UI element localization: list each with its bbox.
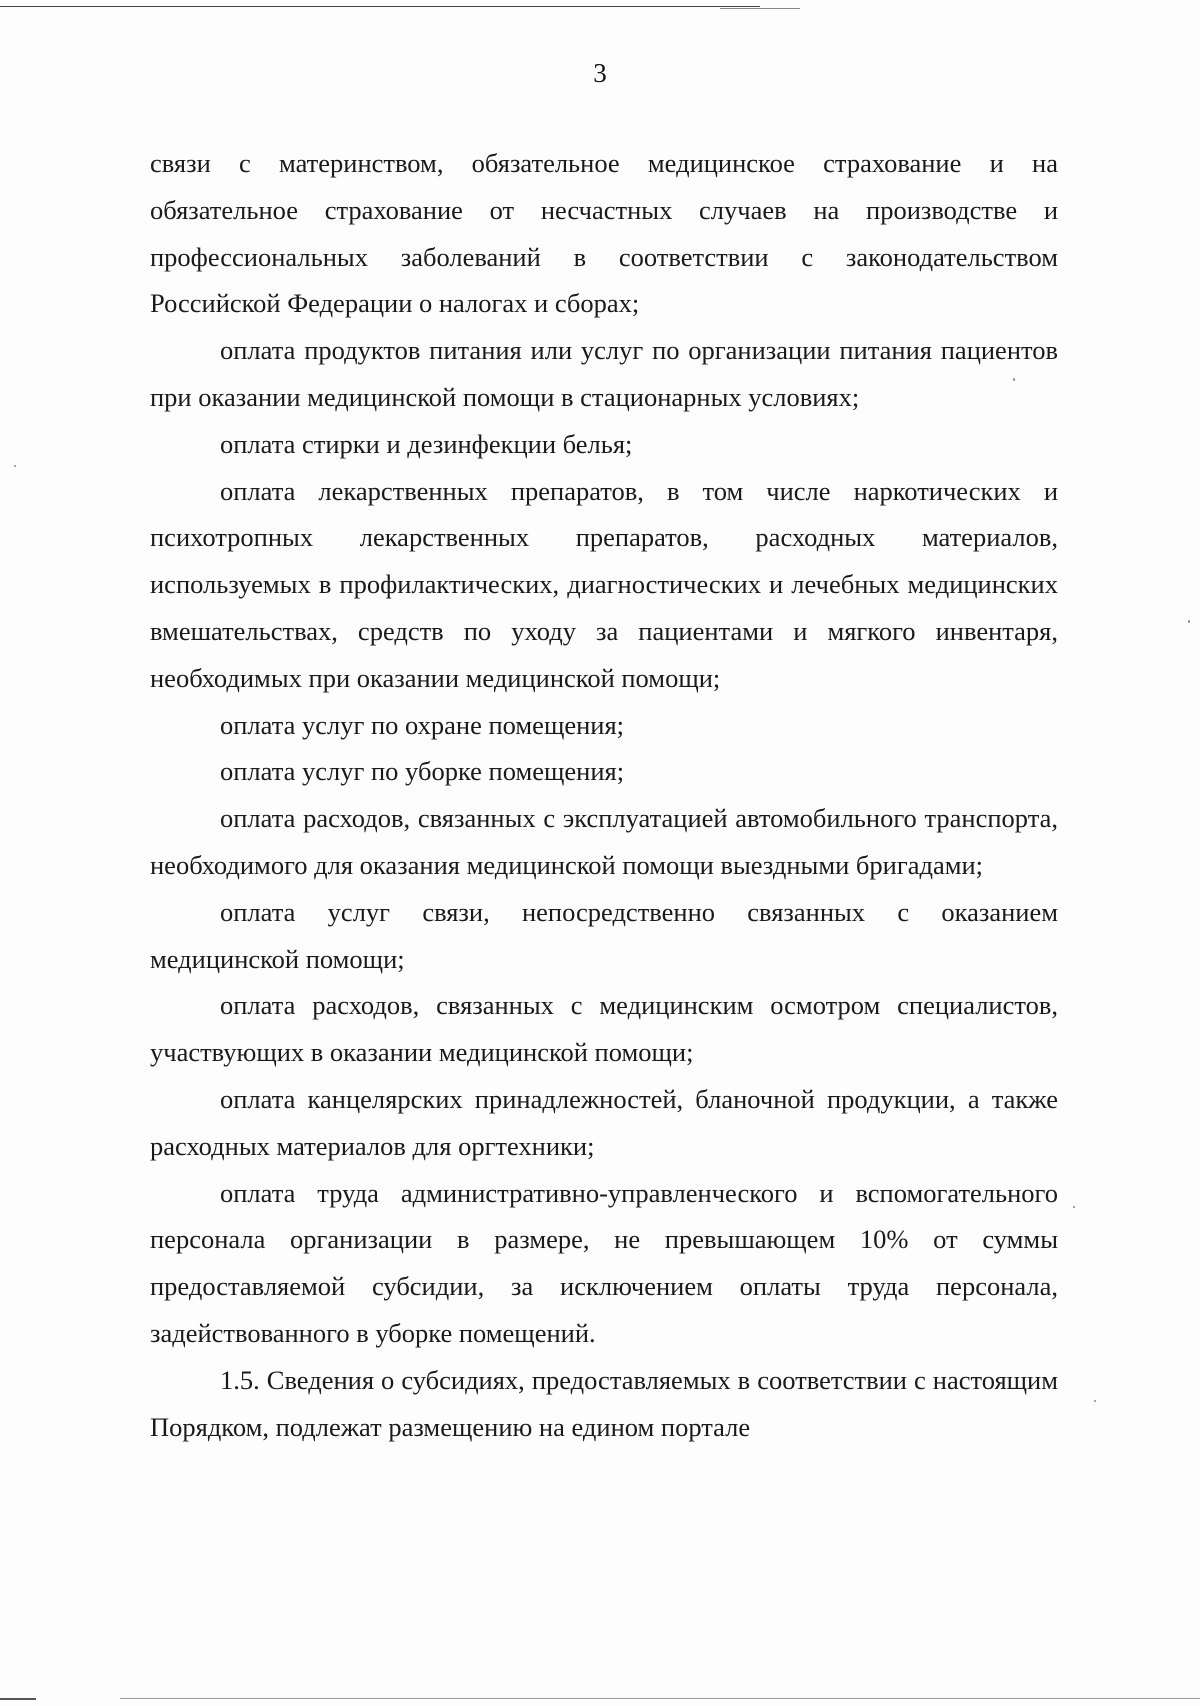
paragraph-medical-exam: оплата расходов, связанных с медицинским осмотром специалистов, участвующих в оказании медицинской помощи;	[150, 990, 1058, 1068]
scan-edge-line	[0, 6, 760, 7]
scan-edge-line	[720, 8, 800, 9]
paragraph-security: оплата услуг по охране помещения;	[220, 709, 625, 740]
scan-speck	[14, 465, 16, 467]
paragraph-transport: оплата расходов, связанных с эксплуатацией автомобильного транспорта, необходимого для оказания медицинской помощи выездными бригадами;	[150, 803, 1058, 880]
paragraph-staff-pay: оплата труда административно-управленческого и вспомогательного персонала организации в размере, не превышающем 10% от суммы предоставляемой субсидии, за исключением оплаты труда персонала, задействованного в уборке помещений.	[150, 1177, 1058, 1348]
paragraph-cleaning: оплата услуг по уборке помещения;	[220, 756, 625, 787]
paragraph-stationery: оплата канцелярских принадлежностей, бланочной продукции, а также расходных материалов для оргтехники;	[150, 1083, 1058, 1161]
paragraph-food: оплата продуктов питания или услуг по организации питания пациентов при оказании медицинской помощи в стационарных условиях;	[150, 335, 1058, 412]
document-body	[150, 140, 1058, 1450]
paragraph-medicines: оплата лекарственных препаратов, в том числе наркотических и психотропных лекарственных препаратов, расходных материалов, используемых в профилактических, диагностических и лечебных медицинских вмешательствах, средств по уходу за пациентами и мягкого инвентаря, необходимых при оказании медицинской помощи;	[150, 475, 1058, 693]
scan-speck	[1188, 620, 1190, 623]
paragraph-continuation: связи с материнством, обязательное медицинское страхование и на обязательное страхование от несчастных случаев на производстве и профессиональных заболеваний в соответствии с законодательством Российской Федерации о налогах и сборах;	[150, 148, 1058, 319]
scan-speck	[1073, 1206, 1075, 1208]
paragraph-laundry: оплата стирки и дезинфекции белья;	[220, 428, 633, 459]
paragraph-communication: оплата услуг связи, непосредственно связанных с оказанием медицинской помощи;	[150, 896, 1058, 974]
paragraph-section-1-5: 1.5. Сведения о субсидиях, предоставляемых в соответствии с настоящим Порядком, подлежат размещению на едином портале	[150, 1364, 1058, 1442]
scan-speck	[1094, 1400, 1096, 1402]
scan-edge-line	[120, 1698, 1200, 1699]
scan-edge-line	[0, 1698, 36, 1700]
page-number: 3	[593, 58, 607, 88]
